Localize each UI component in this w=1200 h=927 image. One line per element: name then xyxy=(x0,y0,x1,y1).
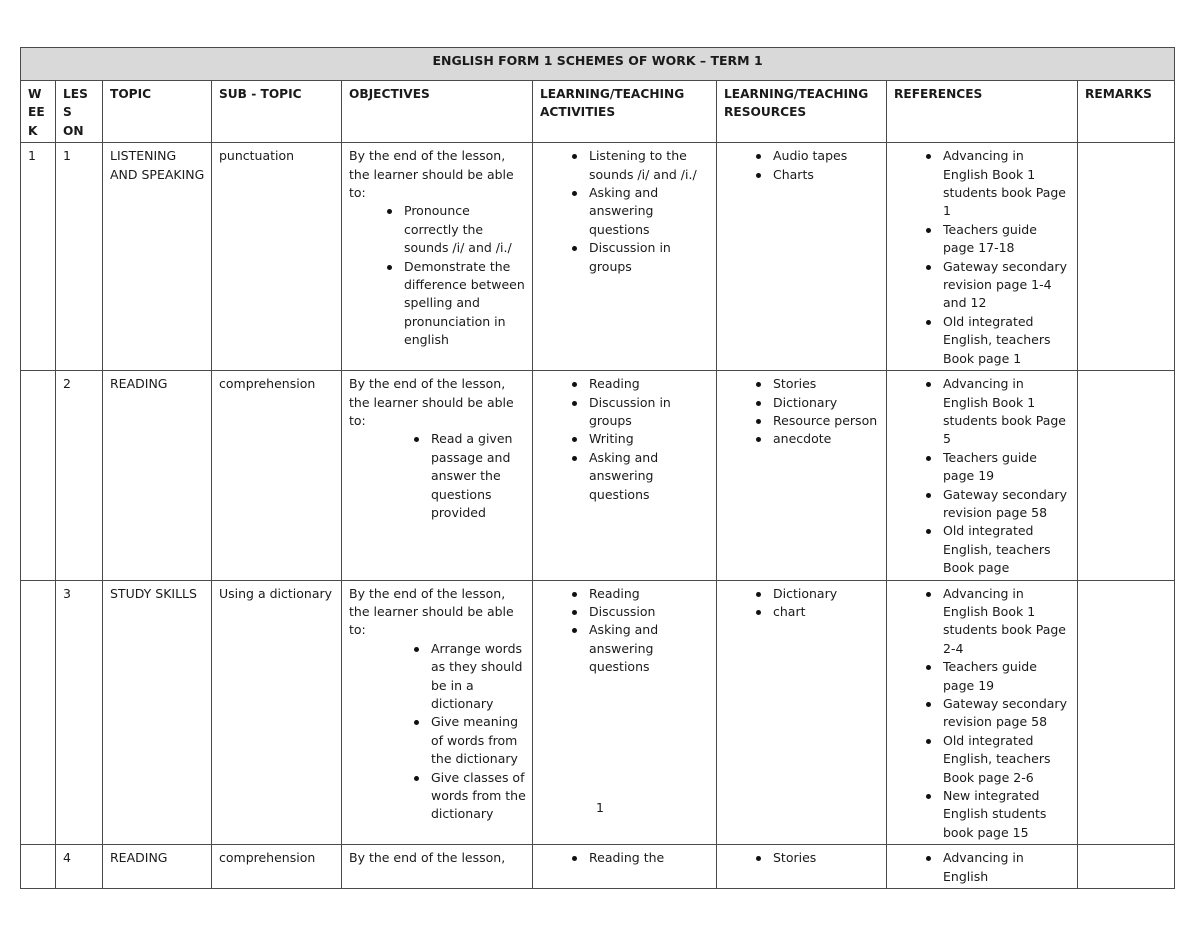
references-cell xyxy=(887,845,1078,889)
list-item: Teachers guide page 17-18 xyxy=(943,221,1071,258)
list-item: Gateway secondary revision page 1-4 and 12 xyxy=(943,258,1071,313)
resources-cell xyxy=(717,371,887,580)
activities-cell xyxy=(533,845,717,889)
list-item: Advancing in English Book 1 students book Page 1 xyxy=(943,147,1071,221)
list-item: Dictionary xyxy=(773,394,880,412)
objectives-cell xyxy=(342,371,533,580)
lesson-cell: 1 xyxy=(56,143,103,371)
list-item: Listening to the sounds /i/ and /i./ xyxy=(589,147,710,184)
list-item: Audio tapes xyxy=(773,147,880,165)
resources-cell xyxy=(717,143,887,371)
activities-cell xyxy=(533,371,717,580)
week-cell xyxy=(21,371,56,580)
list-item: Arrange words as they should be in a dictionary xyxy=(431,640,526,714)
list-item: Advancing in English Book 1 students book Page 5 xyxy=(943,375,1071,449)
week-cell xyxy=(21,845,56,889)
list-item: Old integrated English, teachers Book page xyxy=(943,522,1071,577)
resource-list xyxy=(724,375,880,449)
objectives-cell xyxy=(342,845,533,889)
list-item: Discussion in groups xyxy=(589,394,710,431)
objective-intro: By the end of the lesson, the learner should be able to: xyxy=(349,148,514,201)
activity-list xyxy=(540,585,710,677)
objective-intro: By the end of the lesson, the learner should be able to: xyxy=(349,376,514,428)
subtopic-cell: punctuation xyxy=(212,143,342,371)
activities-cell xyxy=(533,143,717,371)
objective-intro: By the end of the lesson, xyxy=(349,850,506,866)
list-item: Old integrated English, teachers Book page 1 xyxy=(943,313,1071,368)
remarks-cell xyxy=(1078,845,1175,889)
resource-list xyxy=(724,147,880,184)
list-item: Read a given passage and answer the questions provided xyxy=(431,430,526,522)
list-item: Reading xyxy=(589,375,710,393)
table-row xyxy=(21,845,1175,889)
resources-cell xyxy=(717,845,887,889)
week-cell: 1 xyxy=(21,143,56,371)
header-row xyxy=(21,81,1175,143)
resource-list xyxy=(724,585,880,622)
list-item: Charts xyxy=(773,166,880,184)
list-item: Asking and answering questions xyxy=(589,449,710,504)
header-subtopic: SUB - TOPIC xyxy=(212,81,342,143)
list-item: Reading xyxy=(589,585,710,603)
subtopic-cell: comprehension xyxy=(212,845,342,889)
activity-list xyxy=(540,849,710,867)
remarks-cell xyxy=(1078,143,1175,371)
list-item: Discussion in groups xyxy=(589,239,710,276)
topic-cell: READING xyxy=(103,845,212,889)
reference-list xyxy=(894,375,1071,577)
lesson-cell: 4 xyxy=(56,845,103,889)
header-objectives: OBJECTIVES xyxy=(342,81,533,143)
references-cell xyxy=(887,143,1078,371)
list-item: chart xyxy=(773,603,880,621)
page-number: 1 xyxy=(596,800,604,815)
header-lesson: LESS ON xyxy=(56,81,103,143)
header-resources: LEARNING/TEACHING RESOURCES xyxy=(717,81,887,143)
list-item: Give meaning of words from the dictionary xyxy=(431,713,526,768)
list-item: Stories xyxy=(773,375,880,393)
activity-list xyxy=(540,375,710,504)
objective-intro: By the end of the lesson, the learner should be able to: xyxy=(349,585,514,638)
list-item: Give classes of words from the dictionary xyxy=(431,769,526,824)
list-item: Resource person xyxy=(773,412,880,430)
list-item: Stories xyxy=(773,849,880,867)
document-title: ENGLISH FORM 1 SCHEMES OF WORK – TERM 1 xyxy=(21,48,1175,81)
activity-list xyxy=(540,147,710,276)
objective-list xyxy=(349,202,526,349)
list-item: Asking and answering questions xyxy=(589,621,710,676)
header-activities: LEARNING/TEACHING ACTIVITIES xyxy=(533,81,717,143)
list-item: Discussion xyxy=(589,603,710,621)
topic-cell: STUDY SKILLS xyxy=(103,580,212,845)
header-topic: TOPIC xyxy=(103,81,212,143)
table-row xyxy=(21,371,1175,580)
objectives-cell xyxy=(342,143,533,371)
subtopic-cell: comprehension xyxy=(212,371,342,580)
list-item: Reading the xyxy=(589,849,710,867)
lesson-cell: 2 xyxy=(56,371,103,580)
objective-list xyxy=(349,430,526,522)
remarks-cell xyxy=(1078,371,1175,580)
list-item: Pronounce correctly the sounds /i/ and /i./ xyxy=(404,202,526,257)
reference-list xyxy=(894,849,1071,886)
lesson-cell: 3 xyxy=(56,580,103,845)
table-row xyxy=(21,143,1175,371)
list-item: Asking and answering questions xyxy=(589,184,710,239)
references-cell xyxy=(887,371,1078,580)
header-remarks: REMARKS xyxy=(1078,81,1175,143)
list-item: New integrated English students book page 15 xyxy=(943,787,1071,842)
list-item: Old integrated English, teachers Book page 2-6 xyxy=(943,732,1071,787)
header-references: REFERENCES xyxy=(887,81,1078,143)
subtopic-cell: Using a dictionary xyxy=(212,580,342,845)
list-item: Gateway secondary revision page 58 xyxy=(943,695,1071,732)
list-item: Gateway secondary revision page 58 xyxy=(943,486,1071,523)
list-item: Writing xyxy=(589,430,710,448)
list-item: Teachers guide page 19 xyxy=(943,449,1071,486)
list-item: Advancing in English Book 1 students book Page 2-4 xyxy=(943,585,1071,659)
topic-cell: LISTENING AND SPEAKING xyxy=(103,143,212,371)
list-item: Teachers guide page 19 xyxy=(943,658,1071,695)
list-item: anecdote xyxy=(773,430,880,448)
scheme-of-work-table xyxy=(20,47,1175,889)
list-item: Advancing in English xyxy=(943,849,1071,886)
reference-list xyxy=(894,147,1071,368)
list-item: Demonstrate the difference between spelling and pronunciation in english xyxy=(404,258,526,350)
topic-cell: READING xyxy=(103,371,212,580)
header-week: W EE K xyxy=(21,81,56,143)
list-item: Dictionary xyxy=(773,585,880,603)
resource-list xyxy=(724,849,880,867)
objective-list xyxy=(349,640,526,824)
